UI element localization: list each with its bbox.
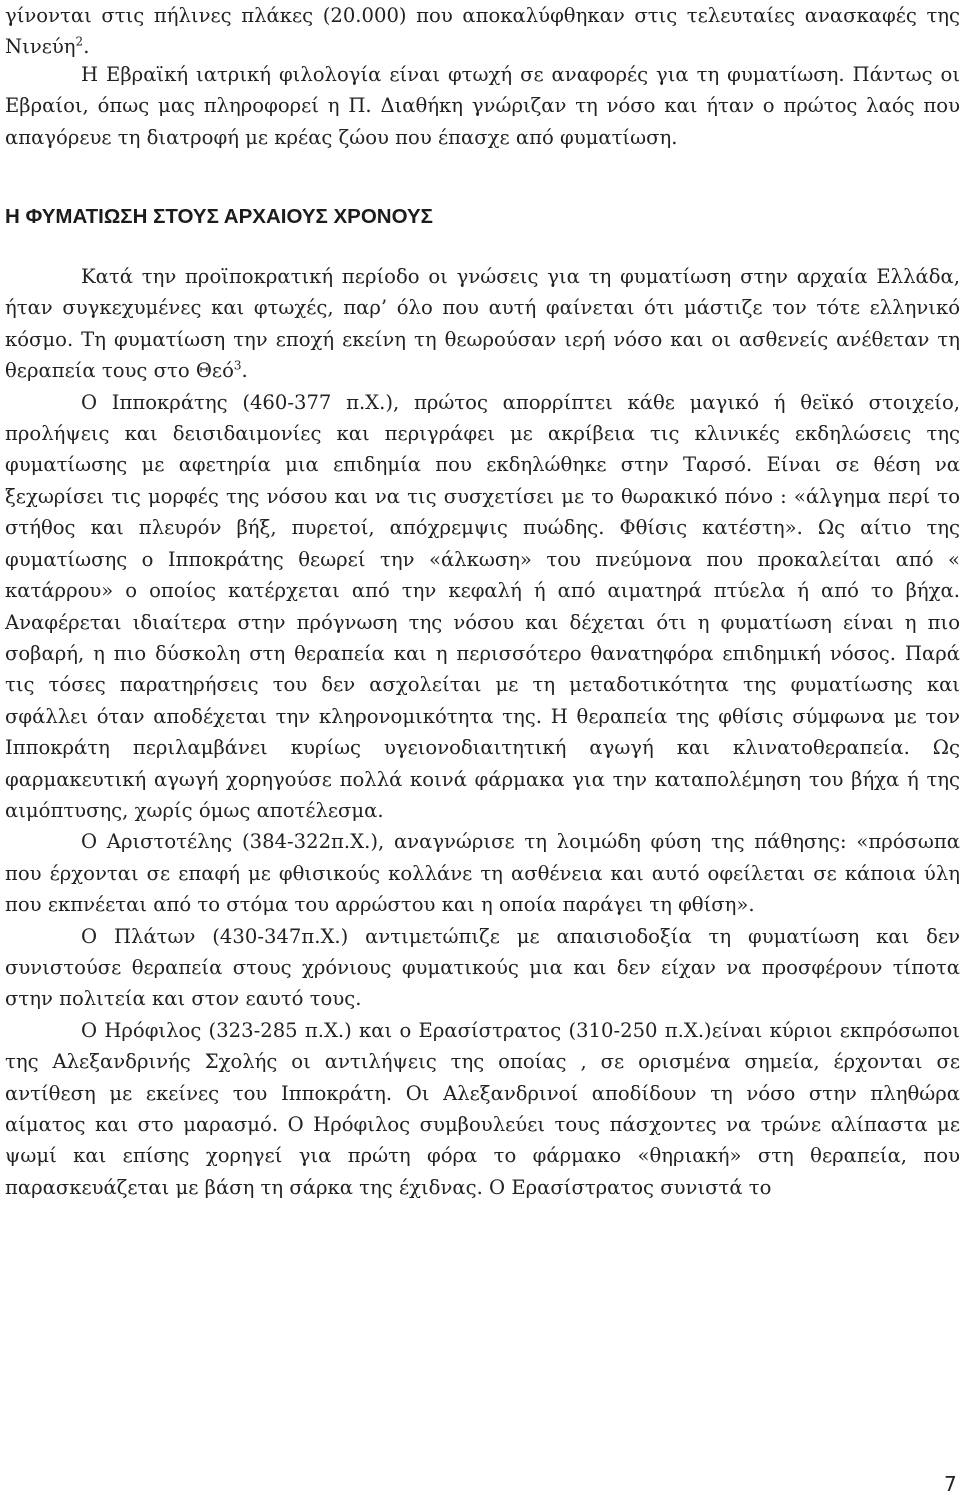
footnote-ref: 2 bbox=[75, 34, 84, 49]
paragraph-herophilus: Ο Ηρόφιλος (323-285 π.Χ.) και ο Ερασίστρατος (310-250 π.Χ.)είναι κύριοι εκπρόσωποι της Αλεξανδρινής Σχολής οι αντιλήψεις της οποίας , σε ορισμένα σημεία, έρχονται σε αντίθεση με εκείνες του Ιπποκράτη. Οι Αλεξανδρινοί αποδίδουν τη νόσο στην πληθώρα αίματος και στο μαρασμό. Ο Ηρόφιλος συμβουλεύει τους πάσχοντες να τρώνε αλίπαστα με ψωμί και επίσης χορηγεί για πρώτη φόρα το φάρμακο «θηριακή» στη θεραπεία, που παρασκευάζεται με βάση τη σάρκα της έχιδνας. Ο Ερασίστρατος συνιστά το bbox=[5, 1018, 960, 1199]
section-heading: Η ΦΥΜΑΤΙΩΣΗ ΣΤΟΥΣ ΑΡΧΑΙΟΥΣ ΧΡΟΝΟΥΣ bbox=[5, 205, 433, 229]
intro-paragraph-hebrew: Η Εβραϊκή ιατρική φιλολογία είναι φτωχή σε αναφορές για τη φυματίωση. Πάντως οι Εβραίοι, όπως μας πληροφορεί η Π. Διαθήκη γνώριζαν τη νόσο και ήταν ο πρώτος λαός που απαγόρευε τη διατροφή με κρέας ζώου που έπασχε από φυματίωση. bbox=[5, 62, 960, 149]
intro-paragraph-continued: γίνονται στις πήλινες πλάκες (20.000) που αποκαλύφθηκαν στις τελευταίες ανασκαφές της Νινεύη$^2$. bbox=[5, 4, 960, 59]
document-body bbox=[5, 0, 960, 1203]
paragraph-preippocratic: Κατά την προϊποκρατική περίοδο οι γνώσεις για τη φυματίωση στην αρχαία Ελλάδα, ήταν συγκεχυμένες και φτωχές, παρ’ όλο που αυτή φαίνεται ότι μάστιζε τον τότε ελληνικό κόσμο. Τη φυματίωση την εποχή εκείνη τη θεωρούσαν ιερή νόσο και οι ασθενείς ανέθεταν τη θεραπεία τους στο Θεό$^3$. bbox=[5, 265, 960, 383]
page-number: 7 bbox=[944, 1472, 957, 1496]
paragraph-plato: Ο Πλάτων (430-347π.Χ.) αντιμετώπιζε με απαισιοδοξία τη φυματίωση και δεν συνιστούσε θεραπεία στους χρόνιους φυματικούς μια και δεν είχαν να προσφέρουν τίποτα στην πολιτεία και στον εαυτό τους. bbox=[5, 924, 960, 1011]
footnote-ref: 3 bbox=[233, 358, 242, 373]
paragraph-hippocrates: Ο Ιπποκράτης (460-377 π.Χ.), πρώτος απορρίπτει κάθε μαγικό ή θεϊκό στοιχείο, προλήψεις και δεισιδαιμονίες και περιγράφει με ακρίβεια τις κλινικές εκδηλώσεις της φυματίωσης με αφετηρία μια επιδημία που εκδηλώθηκε στην Ταρσό. Είναι σε θέση να ξεχωρίσει τις μορφές της νόσου και να τις συσχετίσει με το θωρακικό πόνο : «άλγημα περί το στήθος και πλευρόν βήξ, πυρετοί, απόχρεμψις πυώδης. Φθίσις κατέστη». Ως αίτιο της φυματίωσης ο Ιπποκράτης θεωρεί την «άλκωση» του πνεύμονα που προκαλείται από « κατάρρου» ο οποίος κατέρχεται από την κεφαλή ή από αιματηρά πτύελα ή από το βήχα. Αναφέρεται ιδιαίτερα στην πρόγνωση της νόσου και δέχεται ότι η φυματίωση είναι η πιο σοβαρή, η πιο δύσκολη στη θεραπεία και η περισσότερο θανατηφόρα επιδημική νόσος. Παρά τις τόσες παρατηρήσεις του δεν ασχολείται με τη μεταδοτικότητα της φυματίωσης και σφάλλει όταν αποδέχεται την κληρονομικότητα της. Η θεραπεία της φθίσις σύμφωνα με τον Ιπποκράτη περιλαμβάνει κυρίως υγειονοδιαιτητική αγωγή και κλινατοθεραπεία. Ως φαρμακευτική αγωγή χορηγούσε πολλά κοινά φάρμακα για την καταπολέμηση του βήχα ή της αιμόπτυσης, χωρίς όμως αποτέλεσμα. bbox=[5, 390, 960, 822]
paragraph-aristotle: Ο Αριστοτέλης (384-322π.Χ.), αναγνώρισε τη λοιμώδη φύση της πάθησης: «πρόσωπα που έρχονται σε επαφή με φθισικούς κολλάνε τη ασθένεια και αυτό οφείλεται σε κάποια ύλη που εκπνέεται από το στόμα του αρρώστου και η οποία παράγει τη φθίση». bbox=[5, 830, 960, 917]
